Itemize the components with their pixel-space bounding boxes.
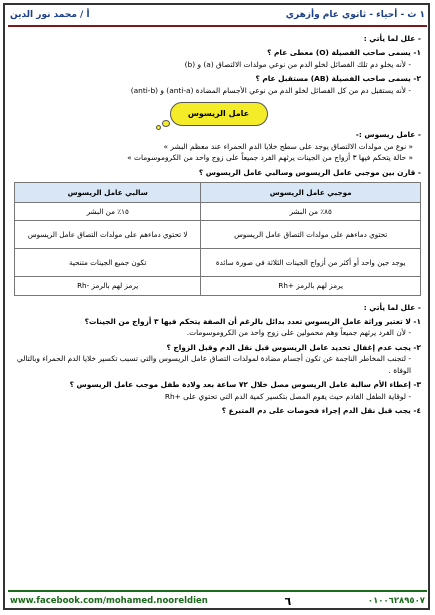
table-row [15,221,421,249]
table-cell: يوجد جين واحد أو أكثر من أزواج الجينات الثلاثة في صورة سائدة [201,249,421,277]
table-row [15,249,421,277]
rh-comparison-table [14,182,421,295]
table-cell: يرمز لهم بالرمز -Rh [15,277,201,295]
page-header [10,6,425,24]
section1-title: - علل لما يأتي : [363,34,421,43]
table-cell: تحتوي دماءهم على مولدات التصاق عامل الريسوس [201,221,421,249]
table-header-negative: سالبي عامل الريسوس [15,183,201,203]
cloud-bubble-small-icon [156,125,161,130]
page-footer [10,593,425,609]
table-header-row [15,183,421,203]
question-5: ٣- إعطاء الأم سالبة عامل الريسوس مصل خلال ٧٢ ساعة بعد ولادة طفل موجب عامل الريسوس ؟ [69,380,421,390]
question-2: ٢- يسمى صاحب الفصيلة (AB) مستقبل عام ؟ [255,74,421,84]
question-1: ١- يسمى صاحب الفصيلة (O) معطى عام ؟ [267,48,421,58]
table-cell: ٨٥٪ من البشر [201,203,421,221]
answer-4: - لتجنب المخاطر الناجمة عن تكون أجسام مضادة لمولدات التصاق عامل الريسوس والتي تسبب تكسير خلايا الدم الحمراء وبالتالي الوفاة . [16,354,411,375]
page-content [14,30,421,587]
table-cell: يرمز لهم بالرمز +Rh [201,277,421,295]
compare-title: - قارن بين موجبي عامل الريسوس وسالبي عامل الريسوس ؟ [198,167,421,177]
table-row [15,203,421,221]
answer-1: - لأنه يخلو دم تلك الفصائل لخلو الدم من نوعي مولدات الالتصاق (a) و (b) [184,59,411,69]
question-3: ١- لا تعتبر وراثة عامل الريسوس تعدد بدائل بالرغم أن الصفة يتحكم فيها ٣ أزواج من الجينات؟ [84,317,421,326]
rh-definition-2: « حالة يتحكم فيها ٣ أزواج من الجينات يرثهم الفرد جميعاً على زوج واحد من الكروموسومات » [127,153,413,163]
cloud-label: عامل الريسوس [170,102,268,126]
rh-definition-title: - عامل ريسوس :- [355,130,421,140]
table-cell: ١٥٪ من البشر [15,203,201,221]
table-cell: تكون جميع الجينات متنحية [15,249,201,277]
footer-rule [8,590,427,592]
header-subject: ١ ث - أحياء - ثانوي عام وأزهري [285,10,425,20]
footer-website[interactable]: www.facebook.com/mohamed.nooreldien [10,596,208,606]
answer-2: - لأنه يستقبل دم من كل الفصائل لخلو الدم من نوعي الأجسام المضادة (anti-a) و (anti-b) [130,85,411,95]
table-cell: لا تحتوي دماءهم على مولدات التصاق عامل الريسوس [15,221,201,249]
rh-definition-1: « نوع من مولدات الالتصاق يوجد على سطح خلايا الدم الحمراء عند معظم البشر » [163,141,413,151]
header-rule [8,25,427,27]
cloud-bubble-icon [162,120,170,127]
question-4: ٢- يجب عدم إغفال تحديد عامل الريسوس قبل نقل الدم وقبل الزواج ؟ [166,342,421,352]
question-6: ٤- يجب قبل نقل الدم إجراء فحوصات على دم المتبرع ؟ [221,406,421,416]
header-teacher: أ / محمد نور الدين [10,10,90,20]
footer-phone: ٠١٠٠٦٢٨٩٥٠٧ [367,596,425,606]
table-row [15,277,421,295]
answer-3: - لأن الفرد يرثهم جميعاً وهم محمولين على زوج واحد من الكروموسومات. [186,328,411,338]
section2-title: - علل لما يأتي : [363,302,421,312]
table-header-positive: موجبي عامل الريسوس [201,183,421,203]
rhesus-cloud-banner [170,102,266,126]
page-number: ٦ [284,594,292,608]
answer-5: - لوقاية الطفل القادم حيث يقوم المصل بتكسير كمية الدم التي تحتوي على +Rh [164,391,411,401]
